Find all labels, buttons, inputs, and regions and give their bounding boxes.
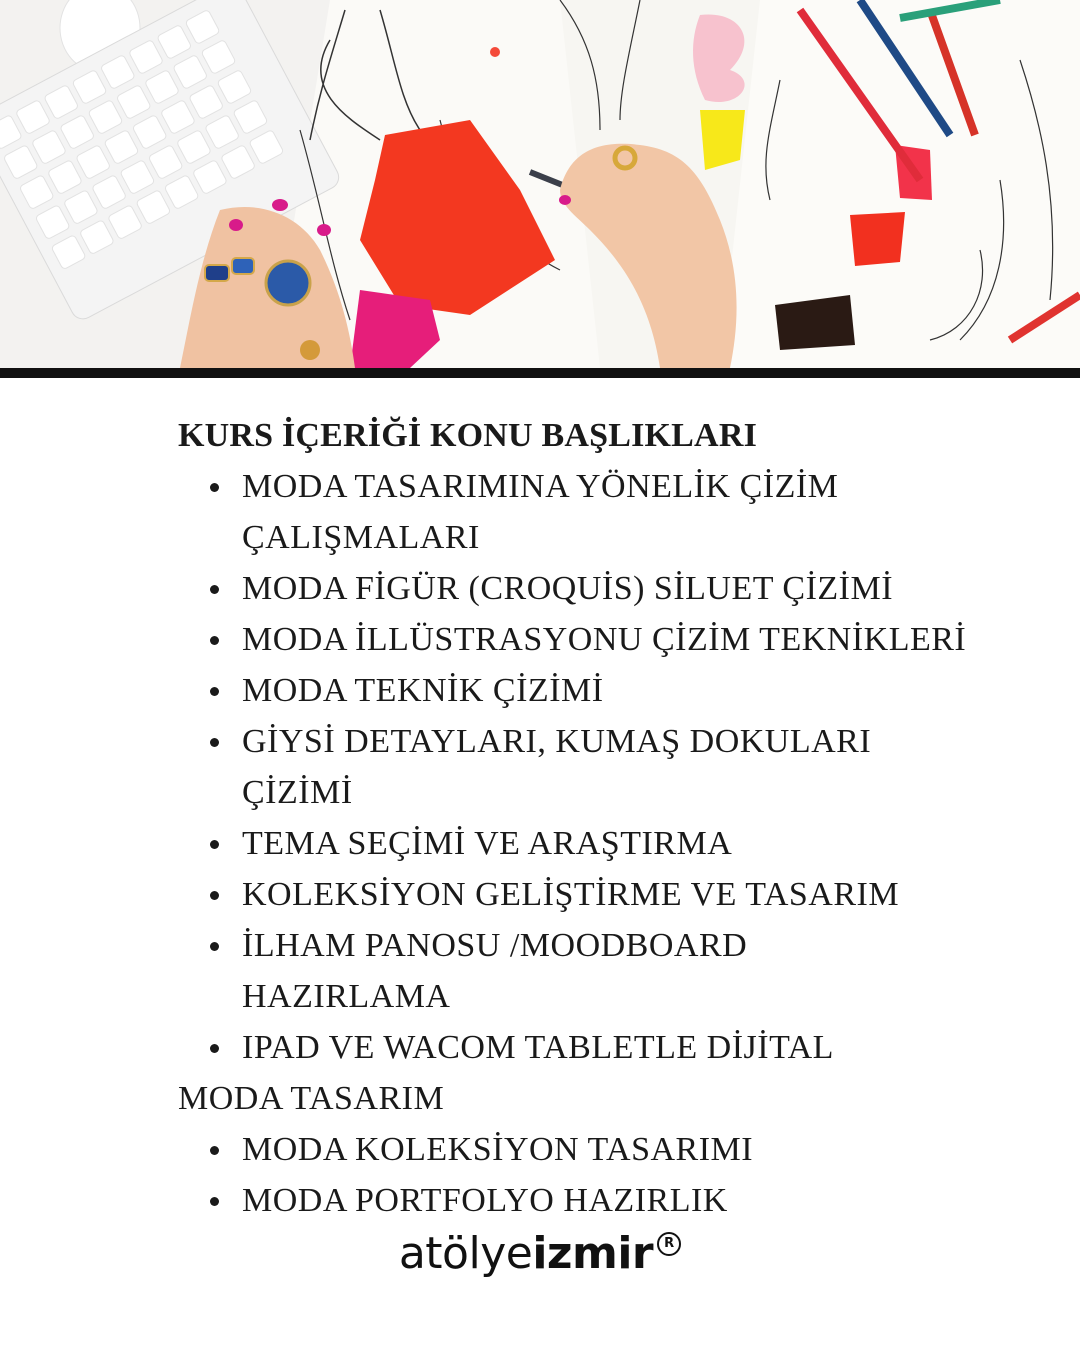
brand-light-text: atölye	[398, 1228, 533, 1279]
list-item	[178, 665, 998, 716]
list-item	[178, 1022, 998, 1073]
list-item	[178, 614, 998, 665]
brand-logo	[0, 1228, 1080, 1279]
list-item	[178, 869, 998, 920]
bullet-icon	[210, 636, 219, 645]
bullet-icon	[210, 738, 219, 747]
topic-line: ÇALIŞMALARI	[242, 519, 480, 556]
bullet-icon	[210, 687, 219, 696]
topic-line: MODA İLLÜSTRASYONU ÇİZİM TEKNİKLERİ	[242, 621, 967, 658]
topic-line: MODA FİGÜR (CROQUİS) SİLUET ÇİZİMİ	[242, 570, 894, 607]
list-item	[178, 1175, 998, 1226]
topic-line: KOLEKSİYON GELİŞTİRME VE TASARIM	[242, 876, 900, 913]
brand-bold-text: izmir	[532, 1228, 654, 1279]
topic-line: ÇİZİMİ	[242, 774, 353, 811]
topic-line: GİYSİ DETAYLARI, KUMAŞ DOKULARI	[242, 723, 872, 760]
divider-bar	[0, 368, 1080, 378]
topic-line: MODA PORTFOLYO HAZIRLIK	[242, 1182, 728, 1219]
registered-mark-icon: R	[657, 1232, 681, 1256]
topics-list-1	[178, 461, 998, 1073]
topic-line: HAZIRLAMA	[242, 978, 451, 1015]
hero-image-fashion-sketch	[0, 0, 1080, 368]
topic-line: IPAD VE WACOM TABLETLE DİJİTAL	[242, 1029, 834, 1066]
topic-line: MODA KOLEKSİYON TASARIMI	[242, 1131, 754, 1168]
bullet-icon	[210, 585, 219, 594]
list-item	[178, 818, 998, 869]
topics-list-2	[178, 1124, 998, 1226]
bullet-icon	[210, 840, 219, 849]
list-item	[178, 920, 998, 1022]
bullet-icon	[210, 1044, 219, 1053]
topic-line: MODA TEKNİK ÇİZİMİ	[242, 672, 604, 709]
bullet-icon	[210, 1197, 219, 1206]
course-topics-heading: KURS İÇERİĞİ KONU BAŞLIKLARI	[178, 417, 758, 454]
topic-line: İLHAM PANOSU /MOODBOARD	[242, 927, 748, 964]
bullet-icon	[210, 891, 219, 900]
continuation-line: MODA TASARIM	[178, 1080, 445, 1117]
course-content	[178, 410, 998, 1226]
bullet-icon	[210, 1146, 219, 1155]
topic-line: MODA TASARIMINA YÖNELİK ÇİZİM	[242, 468, 839, 505]
bullet-icon	[210, 483, 219, 492]
topic-line: TEMA SEÇİMİ VE ARAŞTIRMA	[242, 825, 733, 862]
list-item	[178, 563, 998, 614]
list-item	[178, 716, 998, 818]
bullet-icon	[210, 942, 219, 951]
list-item	[178, 1124, 998, 1175]
list-item	[178, 461, 998, 563]
